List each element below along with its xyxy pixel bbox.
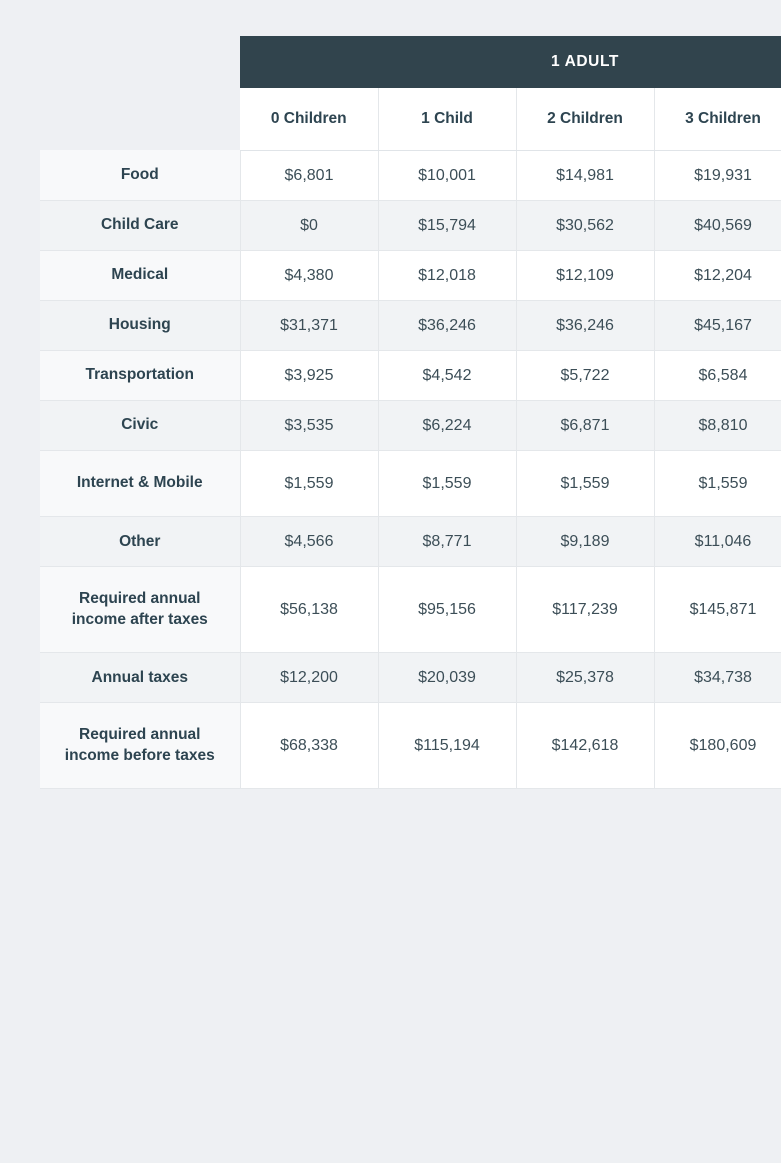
row-label-housing: Housing [40, 300, 240, 350]
table-body [40, 150, 781, 789]
column-header-spacer [40, 88, 240, 150]
column-header-1-child[interactable]: 1 Child [378, 88, 516, 150]
row-label-civic: Civic [40, 401, 240, 451]
cell-other-0-children: $4,566 [240, 517, 378, 567]
cell-civic-1-child: $6,224 [378, 401, 516, 451]
cost-of-living-table-container [40, 36, 781, 789]
cell-food-2-children: $14,981 [516, 150, 654, 200]
cell-transportation-0-children: $3,925 [240, 350, 378, 400]
cell-required-income-after-taxes-0-children: $56,138 [240, 567, 378, 653]
cell-required-income-before-taxes-2-children: $142,618 [516, 703, 654, 789]
table-row [40, 350, 781, 400]
cell-housing-1-child: $36,246 [378, 300, 516, 350]
group-header-1-adult: 1 ADULT [240, 36, 781, 88]
row-label-medical: Medical [40, 250, 240, 300]
cell-internet-mobile-1-child: $1,559 [378, 451, 516, 517]
cost-of-living-table [40, 36, 781, 789]
table-row [40, 250, 781, 300]
table-row [40, 653, 781, 703]
table-row [40, 567, 781, 653]
group-header-spacer [40, 36, 240, 88]
table-row [40, 150, 781, 200]
cell-required-income-before-taxes-1-child: $115,194 [378, 703, 516, 789]
cell-required-income-before-taxes-0-children: $68,338 [240, 703, 378, 789]
cell-child-care-0-children: $0 [240, 200, 378, 250]
column-header-2-children[interactable]: 2 Children [516, 88, 654, 150]
cell-required-income-after-taxes-3-children: $145,871 [654, 567, 781, 653]
table-head [40, 36, 781, 150]
cell-other-1-child: $8,771 [378, 517, 516, 567]
column-header-row [40, 88, 781, 150]
cell-medical-2-children: $12,109 [516, 250, 654, 300]
cell-annual-taxes-1-child: $20,039 [378, 653, 516, 703]
row-label-food: Food [40, 150, 240, 200]
row-label-required-income-after-taxes: Required annual income after taxes [40, 567, 240, 653]
cell-civic-3-children: $8,810 [654, 401, 781, 451]
cell-child-care-1-child: $15,794 [378, 200, 516, 250]
cell-annual-taxes-3-children: $34,738 [654, 653, 781, 703]
cell-civic-2-children: $6,871 [516, 401, 654, 451]
cell-child-care-2-children: $30,562 [516, 200, 654, 250]
row-label-required-income-before-taxes: Required annual income before taxes [40, 703, 240, 789]
row-label-transportation: Transportation [40, 350, 240, 400]
cell-internet-mobile-2-children: $1,559 [516, 451, 654, 517]
cell-housing-2-children: $36,246 [516, 300, 654, 350]
cell-housing-3-children: $45,167 [654, 300, 781, 350]
cell-food-1-child: $10,001 [378, 150, 516, 200]
cell-internet-mobile-3-children: $1,559 [654, 451, 781, 517]
table-row [40, 200, 781, 250]
group-header-row [40, 36, 781, 88]
cell-transportation-3-children: $6,584 [654, 350, 781, 400]
cell-required-income-after-taxes-2-children: $117,239 [516, 567, 654, 653]
cell-internet-mobile-0-children: $1,559 [240, 451, 378, 517]
row-label-annual-taxes: Annual taxes [40, 653, 240, 703]
cell-transportation-1-child: $4,542 [378, 350, 516, 400]
cell-medical-3-children: $12,204 [654, 250, 781, 300]
cell-required-income-after-taxes-1-child: $95,156 [378, 567, 516, 653]
cell-medical-1-child: $12,018 [378, 250, 516, 300]
cell-transportation-2-children: $5,722 [516, 350, 654, 400]
cell-other-3-children: $11,046 [654, 517, 781, 567]
left-gutter [0, 0, 40, 1163]
cell-other-2-children: $9,189 [516, 517, 654, 567]
table-row [40, 517, 781, 567]
column-header-3-children[interactable]: 3 Children [654, 88, 781, 150]
cell-annual-taxes-0-children: $12,200 [240, 653, 378, 703]
row-label-internet-mobile: Internet & Mobile [40, 451, 240, 517]
column-header-0-children[interactable]: 0 Children [240, 88, 378, 150]
cell-child-care-3-children: $40,569 [654, 200, 781, 250]
table-row [40, 703, 781, 789]
row-label-child-care: Child Care [40, 200, 240, 250]
table-row [40, 300, 781, 350]
cell-civic-0-children: $3,535 [240, 401, 378, 451]
cell-required-income-before-taxes-3-children: $180,609 [654, 703, 781, 789]
cell-medical-0-children: $4,380 [240, 250, 378, 300]
cell-annual-taxes-2-children: $25,378 [516, 653, 654, 703]
table-row [40, 451, 781, 517]
row-label-other: Other [40, 517, 240, 567]
table-row [40, 401, 781, 451]
cell-food-0-children: $6,801 [240, 150, 378, 200]
cell-housing-0-children: $31,371 [240, 300, 378, 350]
cell-food-3-children: $19,931 [654, 150, 781, 200]
